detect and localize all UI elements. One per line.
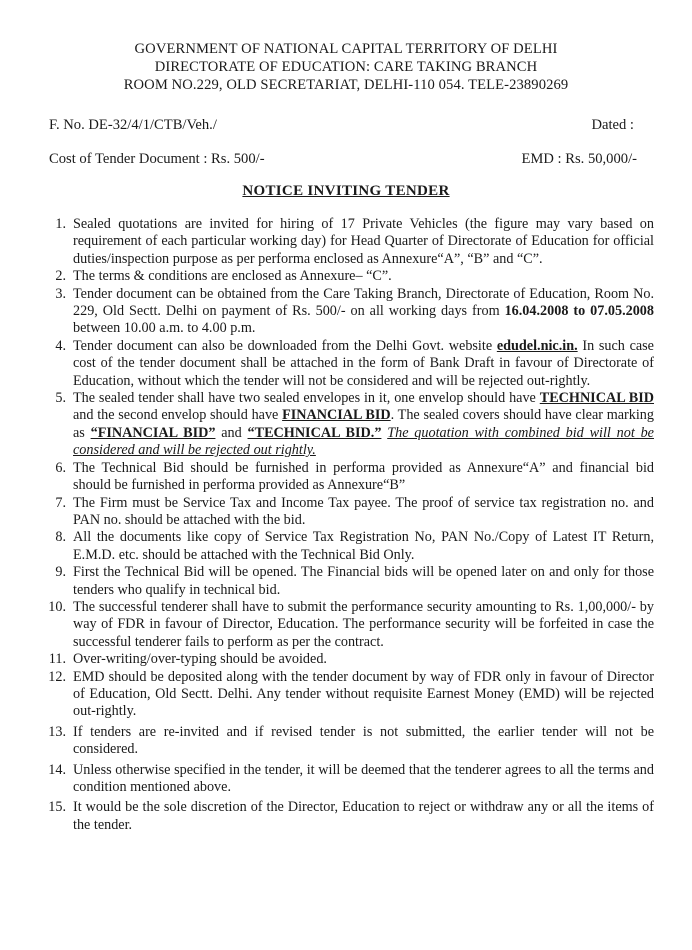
notice-title: NOTICE INVITING TENDER	[242, 183, 450, 199]
list-item	[0, 762, 692, 797]
item-text-cont: In such case cost of the tender document shall be attached in the form of Bank Draft in favour of Directorate of Education, without which the tender will not be considered and will be rejected out-rightly.	[73, 337, 654, 389]
item-number: 9.	[55, 564, 66, 581]
item-text: Tender document can also be downloaded from the Delhi Govt. website	[73, 337, 497, 354]
item-text: Over-writing/over-typing should be avoided.	[73, 651, 327, 668]
list-item	[0, 799, 692, 834]
list-item	[0, 724, 692, 759]
item-text: The sealed tender shall have two sealed envelopes in it, one envelop should have	[73, 390, 540, 407]
file-number-row	[49, 116, 637, 134]
item-text: First the Technical Bid will be opened. The Financial bids will be opened later on and only for those tenders who qualify in technical bid.	[73, 564, 654, 598]
file-number: F. No. DE-32/4/1/CTB/Veh./	[49, 117, 217, 133]
list-item	[0, 390, 692, 460]
item-text-cont: and the second envelop should have	[73, 407, 283, 424]
dated-label: Dated :	[591, 117, 634, 133]
combined-bid-warning: The quotation with combined bid will not be considered and will be rejected out rightly.	[73, 424, 654, 459]
letterhead	[0, 40, 692, 94]
letterhead-line-address: ROOM NO.229, OLD SECRETARIAT, DELHI-110 054. TELE-23890269	[123, 77, 569, 93]
item-number: 1.	[55, 216, 66, 232]
item-text: Tender document can be obtained from the Care Taking Branch, Directorate of Education, Room No. 229, Old Sectt. Delhi on payment of Rs. 500/- on all working days from	[73, 285, 654, 320]
letterhead-line-directorate: DIRECTORATE OF EDUCATION: CARE TAKING BRANCH	[154, 59, 538, 75]
list-item	[0, 286, 692, 338]
list-item	[0, 599, 692, 651]
emd-amount: EMD : Rs. 50,000/-	[521, 151, 637, 167]
item-text: The Firm must be Service Tax and Income Tax payee. The proof of service tax registration no. and PAN no. should be attached with the bid.	[73, 494, 654, 528]
item-text: The successful tenderer shall have to submit the performance security amounting to Rs. 1,00,000/- by way of FDR in favour of Director, Education. The performance security will be forfeited in case the successful tenderer fails to perform as per the contract.	[73, 598, 654, 650]
list-item	[0, 669, 692, 721]
list-item	[0, 495, 692, 530]
item-text: EMD should be deposited along with the tender document by way of FDR only in favour of Director of Education, Old Sectt. Delhi. Any tender without requisite Earnest Money (EMD) will be rejected out-rightly.	[73, 668, 654, 720]
cost-row	[49, 150, 637, 168]
item-text-cont: and	[215, 424, 248, 441]
item-number: 7.	[55, 494, 66, 511]
item-number: 10.	[48, 598, 66, 615]
list-item	[0, 268, 692, 285]
item-number: 14.	[48, 761, 66, 778]
item-text: It would be the sole discretion of the Director, Education to reject or withdraw any or all the items of the tender.	[73, 799, 654, 833]
letterhead-line-government: GOVERNMENT OF NATIONAL CAPITAL TERRITORY OF DELHI	[134, 41, 558, 57]
item-number: 8.	[55, 529, 66, 546]
item-number: 6.	[55, 459, 66, 476]
item-number: 5.	[55, 390, 66, 407]
item-text: The Technical Bid should be furnished in performa provided as Annexure“A” and financial bid should be furnished in performa provided as Annexure“B”	[73, 459, 654, 494]
technical-bid-marking: “TECHNICAL BID.”	[247, 424, 382, 441]
item-text-cont: between 10.00 a.m. to 4.00 p.m.	[73, 320, 256, 337]
financial-bid-marking: “FINANCIAL BID”	[90, 424, 216, 441]
item-text: If tenders are re-invited and if revised tender is not submitted, the earlier tender will not be considered.	[73, 723, 654, 758]
item-number: 3.	[55, 285, 66, 302]
list-item	[0, 460, 692, 495]
tender-conditions-list	[0, 216, 692, 834]
tender-document-cost: Cost of Tender Document : Rs. 500/-	[49, 151, 265, 167]
technical-bid-label: TECHNICAL BID	[539, 390, 654, 407]
item-text: All the documents like copy of Service Tax Registration No, PAN No./Copy of Latest IT Return, E.M.D. etc. should be attached with the Technical Bid Only.	[73, 529, 654, 563]
list-item	[0, 564, 692, 599]
item-number: 4.	[55, 337, 66, 354]
item-text: Unless otherwise specified in the tender, it will be deemed that the tenderer agrees to all the terms and condition mentioned above.	[73, 761, 654, 795]
list-item	[0, 216, 692, 268]
website-link[interactable]: edudel.nic.in.	[496, 337, 578, 354]
item-number: 11.	[48, 651, 66, 668]
item-text-cont: . The sealed covers should have clear marking as	[73, 407, 654, 441]
item-number: 12.	[48, 668, 66, 685]
list-item	[0, 338, 692, 390]
list-item	[0, 529, 692, 564]
item-text: The terms & conditions are enclosed as Annexure– “C”.	[73, 268, 392, 285]
list-item	[0, 651, 692, 668]
financial-bid-label: FINANCIAL BID	[282, 407, 391, 424]
tender-dates: 16.04.2008 to 07.05.2008	[504, 303, 654, 320]
item-number: 2.	[55, 268, 66, 285]
item-text: Sealed quotations are invited for hiring of 17 Private Vehicles (the figure may vary based on requirement of each particular working day) for Head Quarter of Directorate of Education for official duties/inspection purpose as per performa enclosed as Annexure“A”, “B” and “C”.	[73, 216, 654, 267]
item-number: 15.	[48, 799, 66, 816]
item-number: 13.	[48, 723, 66, 740]
